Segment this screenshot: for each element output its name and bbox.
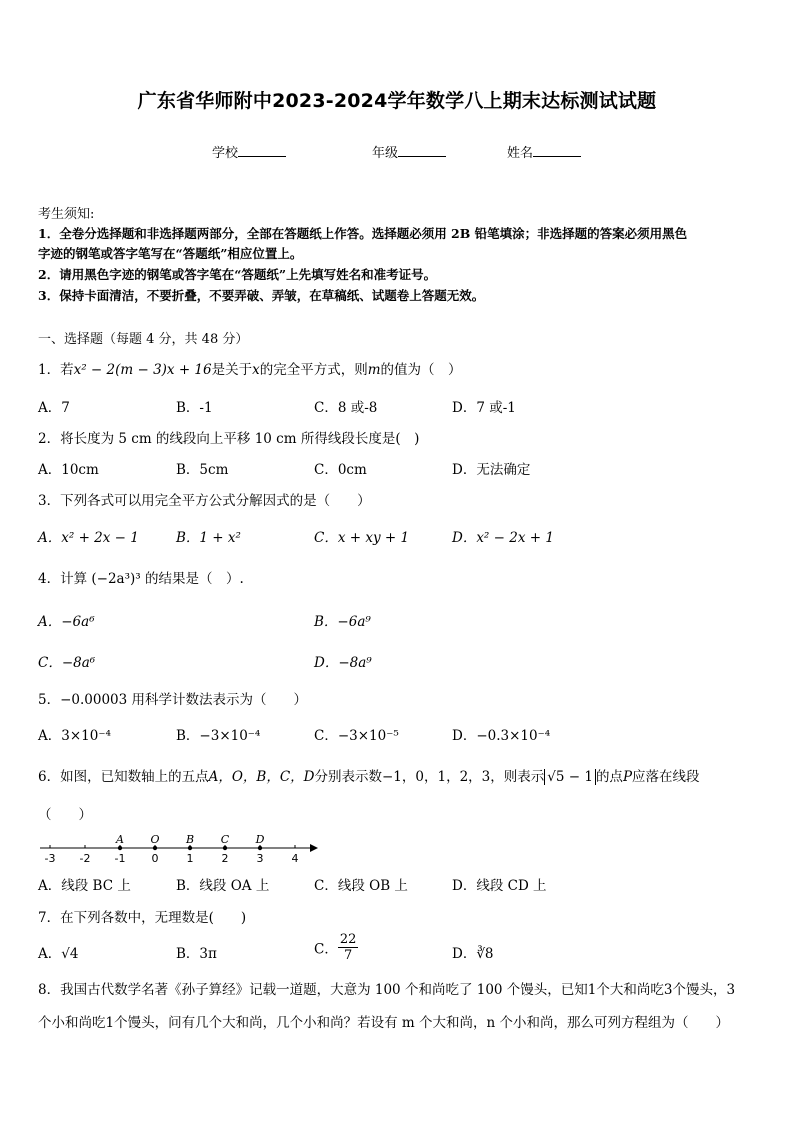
axis-point-label: D xyxy=(255,833,265,846)
q1-mid: 是关于 xyxy=(211,362,253,378)
q6-text-d: 应落在线段 xyxy=(632,769,700,785)
q5-option-c[interactable]: C．−3×10⁻⁵ xyxy=(314,728,399,744)
name-blank[interactable] xyxy=(533,144,581,157)
axis-point xyxy=(258,846,262,850)
axis-point xyxy=(223,846,227,850)
q3-option-d[interactable]: D．x² − 2x + 1 xyxy=(452,530,554,546)
q1-num: 1．若 xyxy=(38,362,74,378)
axis-tick-label: 4 xyxy=(291,852,299,865)
name-field xyxy=(507,142,581,161)
axis-point-label: A xyxy=(116,833,124,846)
q1-expression: x² − 2(m − 3)x + 16 xyxy=(73,362,212,378)
q6-points: A，O，B，C，D xyxy=(208,769,315,785)
q3-option-c[interactable]: C．x + xy + 1 xyxy=(314,530,410,546)
q7-option-d[interactable]: D．∛8 xyxy=(452,946,494,962)
q6-answer-bracket: （ ） xyxy=(38,807,92,823)
question-3: 3．下列各式可以用完全平方公式分解因式的是（ ） xyxy=(38,493,371,509)
q1-tail2: 的值为（ ） xyxy=(380,362,462,378)
q1-tail1: 的完全平方式，则 xyxy=(259,362,368,378)
q1-var2: m xyxy=(367,362,381,378)
q6-option-a[interactable]: A．线段 BC 上 xyxy=(38,878,131,894)
question-7: 7．在下列各数中，无理数是( ) xyxy=(38,910,247,926)
grade-label: 年级 xyxy=(372,146,399,161)
q1-option-a[interactable]: A．7 xyxy=(38,400,70,416)
axis-point xyxy=(153,846,157,850)
q7-option-b[interactable]: B．3π xyxy=(176,946,217,962)
q1-option-b[interactable]: B．-1 xyxy=(176,400,213,416)
q6-text-c: 的点 xyxy=(595,769,623,785)
grade-blank[interactable] xyxy=(398,144,446,157)
q7-option-c[interactable] xyxy=(314,932,358,963)
q1-option-c[interactable]: C．8 或-8 xyxy=(314,400,378,416)
q7-frac-den: 7 xyxy=(343,948,353,963)
axis-tick-label: -3 xyxy=(44,852,56,865)
axis-tick-label: -1 xyxy=(114,852,126,865)
notice-item: 字迹的钢笔或答字笔写在“答题纸”相应位置上。 xyxy=(38,246,303,261)
q5-option-a[interactable]: A．3×10⁻⁴ xyxy=(38,728,111,744)
axis-point-label: C xyxy=(220,833,230,846)
q6-abs-expression: √5 − 1 xyxy=(544,769,596,785)
q4-option-d[interactable]: D．−8a⁹ xyxy=(314,655,372,671)
q6-point-p: P xyxy=(622,769,633,785)
notice-item: 3．保持卡面清洁，不要折叠，不要弄破、弄皱，在草稿纸、试题卷上答题无效。 xyxy=(38,288,485,303)
q6-text-a: 6．如图，已知数轴上的五点 xyxy=(38,769,209,785)
q3-option-a[interactable]: A．x² + 2x − 1 xyxy=(38,530,139,546)
q7-frac-num: 22 xyxy=(339,932,357,947)
q5-option-d[interactable]: D．−0.3×10⁻⁴ xyxy=(452,728,551,744)
q3-option-b[interactable]: B．1 + x² xyxy=(176,530,241,546)
axis-tick-label: 3 xyxy=(256,852,264,865)
q7-option-a[interactable]: A．√4 xyxy=(38,946,79,962)
axis-point xyxy=(118,846,122,850)
axis-point-label: O xyxy=(150,833,160,846)
q6-text-b: 分别表示数−1，0，1，2，3，则表示 xyxy=(314,769,545,785)
q4-option-a[interactable]: A．−6a⁶ xyxy=(38,614,95,630)
axis-tick-label: 1 xyxy=(186,852,194,865)
q6-option-c[interactable]: C．线段 OB 上 xyxy=(314,878,408,894)
school-blank[interactable] xyxy=(238,144,286,157)
question-8-line1: 8．我国古代数学名著《孙子算经》记载一道题，大意为 100 个和尚吃了 100 个馒头，已知1个大和尚吃3个馒头，3 xyxy=(38,982,736,998)
school-field xyxy=(212,142,286,161)
q2-option-d[interactable]: D．无法确定 xyxy=(452,462,531,478)
q2-option-b[interactable]: B．5cm xyxy=(176,462,229,478)
notice-item: 2．请用黑色字迹的钢笔或答字笔在“答题纸”上先填写姓名和准考证号。 xyxy=(38,267,437,282)
name-label: 姓名 xyxy=(507,146,534,161)
q4-option-b[interactable]: B．−6a⁹ xyxy=(314,614,371,630)
page-title: 广东省华师附中2023-2024学年数学八上期末达标测试试题 xyxy=(137,90,657,112)
axis-tick-label: 2 xyxy=(221,852,229,865)
q7-option-c-label: C． xyxy=(314,941,338,958)
question-1 xyxy=(38,358,462,378)
q1-var: x xyxy=(252,362,260,378)
grade-field xyxy=(372,142,446,161)
school-label: 学校 xyxy=(212,146,239,161)
axis-arrow xyxy=(310,844,318,852)
number-line xyxy=(36,828,320,866)
axis-point xyxy=(188,846,192,850)
q6-option-d[interactable]: D．线段 CD 上 xyxy=(452,878,547,894)
q2-option-c[interactable]: C．0cm xyxy=(314,462,367,478)
q5-option-b[interactable]: B．−3×10⁻⁴ xyxy=(176,728,261,744)
q2-option-a[interactable]: A．10cm xyxy=(38,462,99,478)
q7-fraction xyxy=(338,932,359,963)
section-heading: 一、选择题（每题 4 分，共 48 分） xyxy=(38,332,249,347)
axis-tick-label: -2 xyxy=(79,852,91,865)
q6-option-b[interactable]: B．线段 OA 上 xyxy=(176,878,270,894)
question-5: 5．−0.00003 用科学计数法表示为（ ） xyxy=(38,692,308,708)
notice-heading: 考生须知: xyxy=(38,207,95,222)
notice-item: 1．全卷分选择题和非选择题两部分，全部在答题纸上作答。选择题必须用 2B 铅笔填涂；非选择题的答案必须用黑色 xyxy=(38,226,688,241)
axis-tick-label: 0 xyxy=(151,852,159,865)
question-6 xyxy=(38,765,700,785)
question-2: 2．将长度为 5 cm 的线段向上平移 10 cm 所得线段长度是( ) xyxy=(38,431,420,447)
question-4: 4．计算 (−2a³)³ 的结果是（ ）. xyxy=(38,571,244,587)
axis-point-label: B xyxy=(185,833,195,846)
question-8-line2: 个小和尚吃1个馒头，问有几个大和尚，几个小和尚？若设有 m 个大和尚，n 个小和尚，那么可列方程组为（ ） xyxy=(38,1015,729,1031)
q4-option-c[interactable]: C．−8a⁶ xyxy=(38,655,96,671)
q1-option-d[interactable]: D．7 或-1 xyxy=(452,400,516,416)
